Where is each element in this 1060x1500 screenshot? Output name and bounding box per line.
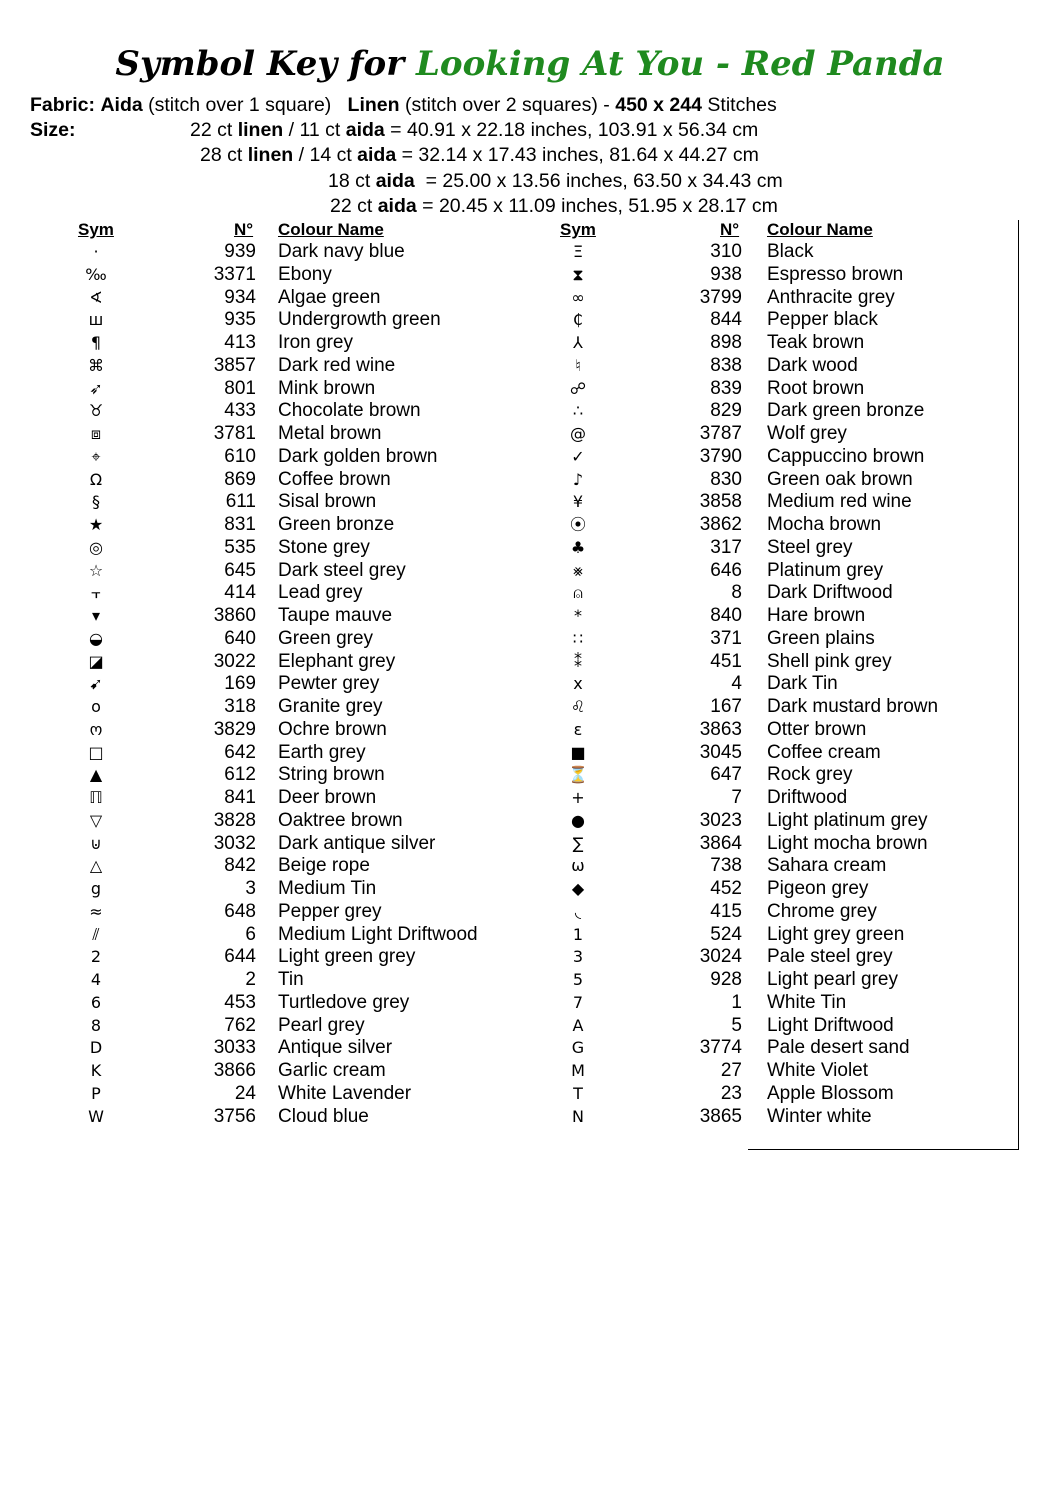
color-name-cell: Light grey green (767, 923, 905, 945)
color-number-cell: 452 (710, 878, 742, 899)
symbol-cell: 4 (90, 970, 102, 989)
color-name-cell: Dark Tin (767, 673, 838, 695)
color-name-cell: Steel grey (767, 536, 853, 558)
color-name-cell: Deer brown (278, 787, 377, 808)
color-number-cell: 2 (245, 969, 256, 990)
symbol-cell: 2 (90, 947, 102, 967)
color-number-cell: 23 (720, 1082, 742, 1104)
color-name-cell: Dark mustard brown (767, 696, 939, 717)
color-name-cell: Pewter grey (278, 673, 380, 695)
color-name-cell: Pepper black (767, 309, 878, 331)
color-number-cell: 3756 (213, 1105, 256, 1127)
color-number-cell: 898 (710, 332, 742, 353)
color-number-cell: 738 (710, 855, 742, 877)
color-name-cell: White Tin (767, 991, 847, 1013)
symbol-cell: ▾ (91, 606, 101, 625)
symbol-cell: ⊍ (90, 833, 102, 853)
color-name-cell: Chrome grey (767, 900, 877, 922)
color-name-cell: Sisal brown (278, 491, 377, 513)
color-name-cell: Pale steel grey (767, 946, 893, 968)
fabric-label: Fabric: (30, 94, 96, 116)
color-number-cell: 535 (224, 536, 256, 558)
color-number-cell: 414 (224, 582, 256, 604)
color-number-cell: 451 (710, 650, 742, 672)
color-name-cell: Otter brown (767, 718, 867, 740)
symbol-cell: ♌ (570, 697, 586, 716)
symbol-cell: ∴ (572, 401, 584, 421)
color-name-cell: Pigeon grey (767, 878, 869, 899)
color-number-cell: 3858 (699, 491, 742, 513)
color-number-cell: 640 (224, 627, 256, 649)
color-number-cell: 762 (224, 1014, 256, 1036)
color-name-cell: Shell pink grey (767, 650, 892, 672)
symbol-cell: D (89, 1038, 103, 1058)
symbol-cell: ♪ (572, 469, 584, 489)
fabric-line (30, 94, 777, 117)
color-name-cell: Green plains (767, 627, 875, 649)
symbol-cell: ⧗ (572, 264, 584, 284)
table-border-bottom (748, 1149, 1019, 1150)
color-number-cell: 844 (710, 309, 742, 331)
symbol-cell: ♉ (88, 401, 104, 421)
color-name-cell: Black (767, 241, 814, 262)
symbol-cell: o (91, 697, 101, 716)
symbol-cell: M (571, 1061, 585, 1080)
symbol-cell: ∑ (572, 833, 584, 853)
symbol-cell: 5 (572, 970, 584, 989)
color-name-cell: Rock grey (767, 764, 853, 786)
color-name-cell: Granite grey (278, 696, 383, 717)
symbol-cell: ⧈ (90, 424, 102, 443)
color-name-cell: Metal brown (278, 423, 382, 444)
color-number-cell: 610 (224, 445, 256, 467)
header-sym-right: Sym (560, 220, 596, 239)
color-name-cell: Dark wood (767, 354, 858, 376)
size-line-1: 22 ct linen / 11 ct aida = 40.91 x 22.18 inches, 103.91 x 56.34 cm (190, 119, 759, 141)
size-label: Size: (30, 119, 76, 141)
color-name-cell: Light green grey (278, 946, 416, 968)
color-number-cell: 939 (224, 241, 256, 262)
fabric-aida-note: (stitch over 1 square) (148, 94, 332, 116)
symbol-cell: · (93, 242, 99, 261)
color-number-cell: 3033 (213, 1037, 256, 1059)
symbol-cell: + (571, 788, 585, 807)
symbol-cell: ⅄ (573, 333, 583, 352)
color-number-cell: 3863 (699, 718, 742, 740)
color-number-cell: 3865 (699, 1105, 742, 1127)
color-name-cell: Medium red wine (767, 491, 912, 513)
symbol-cell: ◪ (88, 651, 104, 671)
symbol-cell: ◒ (89, 628, 103, 648)
color-name-cell: Dark red wine (278, 354, 396, 376)
symbol-cell: ⌖ (91, 446, 101, 466)
color-name-cell: Hare brown (767, 605, 866, 626)
pattern-name: Looking At You - Red Panda (415, 44, 945, 84)
symbol-cell: ε (573, 719, 583, 739)
symbol-cell: ო (89, 719, 103, 739)
symbol-cell: W (88, 1106, 104, 1126)
color-number-cell: 3828 (213, 809, 256, 831)
symbol-cell: ⍝ (573, 583, 583, 603)
symbol-cell: ℿ (89, 788, 103, 807)
color-name-cell: Coffee brown (278, 468, 391, 490)
symbol-cell: P (91, 1083, 101, 1103)
color-name-cell: Medium Tin (278, 878, 377, 899)
color-name-cell: White Lavender (278, 1082, 412, 1104)
color-number-cell: 645 (224, 559, 256, 581)
color-number-cell: 611 (225, 491, 256, 513)
color-number-cell: 3857 (213, 354, 256, 376)
symbol-cell: N (572, 1106, 584, 1126)
page-title (0, 44, 1060, 84)
size-line-4: 22 ct aida = 20.45 x 11.09 inches, 51.95 x 28.17 cm (330, 195, 778, 217)
header-sym-left: Sym (78, 220, 114, 239)
symbol-cell: ⌘ (88, 355, 104, 375)
color-number-cell: 169 (224, 673, 256, 695)
color-number-cell: 1 (731, 991, 742, 1013)
symbol-cell: ¥ (572, 492, 584, 512)
header-name-right: Colour Name (767, 220, 873, 239)
symbol-cell: ➶ (89, 378, 103, 398)
color-name-cell: Green oak brown (767, 468, 913, 490)
color-name-cell: Light mocha brown (767, 832, 928, 854)
color-number-cell: 318 (224, 696, 256, 717)
color-name-cell: Espresso brown (767, 263, 904, 285)
color-name-cell: Elephant grey (278, 650, 396, 672)
color-name-cell: Mocha brown (767, 514, 882, 535)
color-number-cell: 3774 (699, 1037, 742, 1059)
header-num-left: N° (234, 220, 254, 239)
color-name-cell: Iron grey (278, 332, 353, 353)
color-number-cell: 310 (710, 241, 742, 262)
symbol-cell: ◟ (574, 901, 582, 921)
color-name-cell: Oaktree brown (278, 809, 403, 831)
symbol-cell: ω (571, 856, 585, 876)
color-name-cell: Anthracite grey (767, 286, 895, 308)
symbol-cell: ★ (88, 515, 104, 534)
color-name-cell: Dark golden brown (278, 445, 438, 467)
color-name-cell: Dark antique silver (278, 832, 436, 854)
symbol-cell: ⦿ (569, 515, 586, 534)
symbol-cell: 7 (572, 992, 584, 1012)
color-name-cell: Ochre brown (278, 718, 387, 740)
color-number-cell: 648 (224, 900, 256, 922)
symbol-cell: ☍ (569, 378, 587, 398)
symbol-cell: ▲ (89, 765, 103, 785)
color-name-cell: Driftwood (767, 787, 848, 808)
color-name-cell: Algae green (278, 286, 381, 308)
table-border-right (1018, 220, 1019, 1150)
color-number-cell: 830 (710, 468, 742, 490)
color-number-cell: 3787 (699, 423, 742, 444)
color-name-cell: Lead grey (278, 582, 363, 604)
header-name-left: Colour Name (278, 220, 384, 239)
color-number-cell: 27 (720, 1060, 742, 1081)
color-number-cell: 831 (224, 514, 256, 535)
color-number-cell: 3045 (699, 741, 742, 763)
symbol-cell: Ω (89, 469, 103, 489)
color-number-cell: 3022 (213, 650, 256, 672)
color-name-cell: Undergrowth green (278, 309, 441, 331)
symbol-cell: □ (88, 742, 104, 762)
symbol-cell: § (92, 492, 100, 512)
color-name-cell: Tin (278, 969, 304, 990)
color-number-cell: 3862 (699, 514, 742, 535)
color-name-cell: Medium Light Driftwood (278, 923, 478, 945)
symbol-cell: ⫟ (91, 583, 101, 603)
symbol-cell: 1 (572, 924, 584, 944)
symbol-cell: ◆ (571, 879, 585, 898)
symbol-cell: ¶ (90, 333, 102, 352)
symbol-cell: ∢ (89, 287, 103, 307)
color-number-cell: 838 (710, 354, 742, 376)
color-name-cell: Light pearl grey (767, 969, 898, 990)
color-name-cell: Teak brown (767, 332, 865, 353)
color-name-cell: Ebony (278, 263, 332, 285)
color-number-cell: 935 (224, 309, 256, 331)
symbol-cell: 6 (90, 992, 102, 1012)
color-number-cell: 839 (710, 377, 742, 399)
color-number-cell: 371 (710, 627, 742, 649)
fabric-aida: Aida (100, 94, 143, 116)
color-name-cell: Dark steel grey (278, 559, 406, 581)
color-number-cell: 6 (245, 923, 256, 945)
color-number-cell: 3790 (699, 445, 742, 467)
color-number-cell: 647 (710, 764, 742, 786)
fabric-linen: Linen (347, 94, 400, 116)
symbol-cell: ◎ (89, 537, 103, 557)
color-number-cell: 3864 (699, 832, 742, 854)
color-number-cell: 869 (224, 468, 256, 490)
color-number-cell: 413 (224, 332, 256, 353)
symbol-cell: ⫽ (92, 924, 100, 944)
symbol-cell: A (572, 1015, 584, 1035)
color-number-cell: 829 (710, 400, 742, 422)
color-name-cell: Earth grey (278, 741, 366, 763)
color-name-cell: Wolf grey (767, 423, 847, 444)
color-name-cell: Mink brown (278, 377, 376, 399)
symbol-cell: K (90, 1061, 102, 1080)
symbol-cell: ш (88, 310, 104, 330)
color-number-cell: 841 (224, 787, 256, 808)
color-name-cell: Light Driftwood (767, 1014, 894, 1036)
color-number-cell: 928 (710, 969, 742, 990)
color-number-cell: 5 (731, 1014, 742, 1036)
symbol-cell: ⏳ (568, 765, 588, 785)
color-name-cell: Pale desert sand (767, 1037, 910, 1059)
color-name-cell: Dark navy blue (278, 241, 405, 262)
color-name-cell: Apple Blossom (767, 1082, 894, 1104)
color-number-cell: 3829 (213, 718, 256, 740)
color-name-cell: Pepper grey (278, 900, 382, 922)
size-line-3: 18 ct aida = 25.00 x 13.56 inches, 63.50 x 34.43 cm (328, 170, 783, 192)
symbol-cell: T (573, 1083, 583, 1103)
color-number-cell: 646 (710, 559, 742, 581)
color-name-cell: Dark Driftwood (767, 582, 893, 604)
color-name-cell: Stone grey (278, 536, 370, 558)
header-num-right: N° (720, 220, 740, 239)
fabric-linen-note: (stitch over 2 squares) - (404, 94, 610, 116)
symbol-cell: ➹ (89, 674, 103, 694)
color-number-cell: 415 (710, 900, 742, 922)
symbol-cell: ₵ (572, 310, 584, 330)
symbol-cell: ♮ (575, 355, 581, 375)
symbol-cell: ∞ (571, 287, 585, 307)
color-name-cell: Garlic cream (278, 1060, 386, 1081)
color-number-cell: 433 (224, 400, 256, 422)
color-number-cell: 453 (224, 991, 256, 1013)
color-name-cell: Turtledove grey (278, 991, 410, 1013)
color-name-cell: Sahara cream (767, 855, 887, 877)
symbol-cell: ✓ (571, 446, 585, 466)
stitch-count: 450 x 244 (615, 94, 702, 116)
symbol-cell: @ (570, 424, 586, 443)
symbol-cell: 8 (90, 1015, 102, 1035)
color-number-cell: 644 (224, 946, 256, 968)
color-number-cell: 840 (710, 605, 742, 626)
color-name-cell: Pearl grey (278, 1014, 365, 1036)
color-number-cell: 3023 (699, 809, 742, 831)
color-number-cell: 3371 (213, 263, 256, 285)
title-prefix: Symbol Key for (115, 44, 405, 84)
color-number-cell: 642 (224, 741, 256, 763)
color-name-cell: White Violet (767, 1060, 869, 1081)
color-number-cell: 4 (731, 673, 742, 695)
color-name-cell: String brown (278, 764, 385, 786)
symbol-cell: △ (89, 856, 103, 876)
color-number-cell: 24 (234, 1082, 256, 1104)
symbol-cell: ☆ (88, 560, 104, 580)
color-number-cell: 3024 (699, 946, 742, 968)
color-name-cell: Green grey (278, 627, 374, 649)
color-name-cell: Chocolate brown (278, 400, 421, 422)
size-line-2: 28 ct linen / 14 ct aida = 32.14 x 17.43 inches, 81.64 x 44.27 cm (200, 144, 759, 166)
symbol-cell: ‰ (85, 264, 107, 284)
color-number-cell: 3781 (213, 423, 256, 444)
color-number-cell: 934 (224, 286, 256, 308)
color-number-cell: 3032 (213, 832, 256, 854)
color-name-cell: Antique silver (278, 1037, 393, 1059)
symbol-cell: ≈ (89, 901, 103, 921)
symbol-cell: g (90, 879, 102, 898)
symbol-cell: 3 (572, 947, 584, 967)
color-number-cell: 3799 (699, 286, 742, 308)
symbol-cell: ⁑ (574, 651, 582, 671)
color-name-cell: Taupe mauve (278, 605, 393, 626)
symbol-cell: ■ (570, 742, 586, 762)
symbol-cell: ▽ (89, 810, 103, 830)
symbol-cell: * (574, 606, 582, 625)
color-name-cell: Beige rope (278, 855, 370, 877)
color-name-cell: Cappuccino brown (767, 445, 925, 467)
color-name-cell: Root brown (767, 377, 865, 399)
symbol-cell: ⨳ (573, 560, 583, 580)
color-number-cell: 3860 (213, 605, 256, 626)
color-number-cell: 842 (224, 855, 256, 877)
color-name-cell: Light platinum grey (767, 809, 928, 831)
symbol-cell: Ξ (572, 242, 584, 261)
color-name-cell: Green bronze (278, 514, 395, 535)
symbol-cell: ∷ (572, 628, 584, 648)
color-name-cell: Dark green bronze (767, 400, 925, 422)
color-number-cell: 801 (224, 377, 256, 399)
color-name-cell: Cloud blue (278, 1105, 369, 1127)
color-number-cell: 317 (710, 536, 742, 558)
symbol-cell: x (573, 674, 583, 694)
color-number-cell: 7 (731, 787, 742, 808)
color-name-cell: Coffee cream (767, 741, 881, 763)
symbol-cell: ♣ (570, 537, 586, 557)
symbol-cell: ● (571, 810, 585, 830)
color-number-cell: 524 (710, 923, 742, 945)
color-number-cell: 3866 (213, 1060, 256, 1081)
color-number-cell: 612 (224, 764, 256, 786)
color-number-cell: 3 (245, 878, 256, 899)
symbol-cell: G (571, 1038, 585, 1058)
color-name-cell: Platinum grey (767, 559, 884, 581)
color-name-cell: Winter white (767, 1105, 872, 1127)
color-number-cell: 8 (731, 582, 742, 604)
color-number-cell: 938 (710, 263, 742, 285)
stitch-word: Stitches (707, 94, 777, 116)
color-number-cell: 167 (710, 696, 742, 717)
